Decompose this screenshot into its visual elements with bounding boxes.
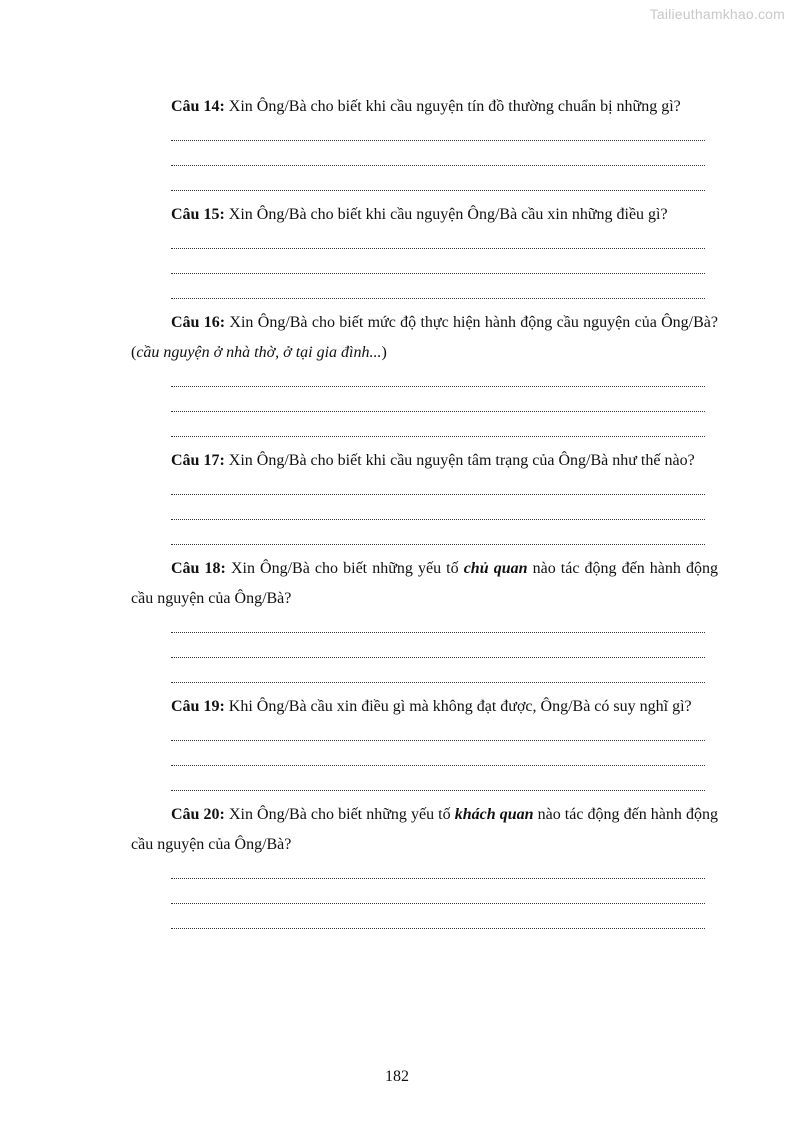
question-text: Xin Ông/Bà cho biết khi cầu nguyện tín đồ thường chuẩn bị những gì? <box>224 98 681 115</box>
questionnaire-content <box>131 92 718 938</box>
question-keyword: chủ quan <box>463 560 528 577</box>
question-17 <box>131 446 718 476</box>
question-20 <box>131 800 718 860</box>
question-hint-close: ) <box>381 344 387 361</box>
question-15-block <box>131 200 718 305</box>
question-text: Xin Ông/Bà cho biết mức độ thực hiện hành động cầu nguyện của Ông/Bà? ( <box>131 314 718 361</box>
question-18 <box>131 554 718 614</box>
answer-line[interactable] <box>171 910 705 935</box>
question-number: Câu 16: <box>171 314 226 331</box>
question-number: Câu 18: <box>171 560 226 577</box>
question-16 <box>131 308 718 368</box>
question-text: Xin Ông/Bà cho biết khi cầu nguyện Ông/Bà cầu xin những điều gì? <box>224 206 668 223</box>
question-text: Xin Ông/Bà cho biết những yếu tố <box>224 806 455 823</box>
question-17-block <box>131 446 718 551</box>
question-18-block <box>131 554 718 689</box>
answer-line[interactable] <box>171 664 705 689</box>
question-text: Khi Ông/Bà cầu xin điều gì mà không đạt được, Ông/Bà có suy nghĩ gì? <box>224 698 692 715</box>
question-hint: cầu nguyện ở nhà thờ, ở tại gia đình... <box>136 344 382 361</box>
answer-line[interactable] <box>171 722 705 747</box>
answer-lines <box>131 476 718 551</box>
answer-line[interactable] <box>171 614 705 639</box>
question-20-block <box>131 800 718 935</box>
question-text-continued: nào tác động đến hành động cầu nguyện của Ông/Bà? <box>131 560 719 607</box>
answer-line[interactable] <box>171 122 705 147</box>
answer-line[interactable] <box>171 280 705 305</box>
answer-lines <box>131 368 718 443</box>
question-number: Câu 19: <box>171 698 225 715</box>
answer-lines <box>131 860 718 935</box>
answer-line[interactable] <box>171 747 705 772</box>
question-14 <box>131 92 718 122</box>
answer-line[interactable] <box>171 501 705 526</box>
answer-lines <box>131 230 718 305</box>
question-keyword: khách quan <box>454 806 534 823</box>
question-14-block <box>131 92 718 197</box>
answer-line[interactable] <box>171 860 705 885</box>
answer-lines <box>131 722 718 797</box>
question-number: Câu 14: <box>171 98 225 115</box>
answer-line[interactable] <box>171 639 705 664</box>
answer-line[interactable] <box>171 885 705 910</box>
answer-line[interactable] <box>171 476 705 501</box>
answer-line[interactable] <box>171 172 705 197</box>
question-16-block <box>131 308 718 443</box>
answer-line[interactable] <box>171 526 705 551</box>
answer-line[interactable] <box>171 772 705 797</box>
question-number: Câu 20: <box>171 806 225 823</box>
answer-line[interactable] <box>171 147 705 172</box>
question-text-continued: nào tác động đến hành động cầu nguyện của Ông/Bà? <box>131 806 719 853</box>
answer-line[interactable] <box>171 418 705 443</box>
question-19-block <box>131 692 718 797</box>
page-number: 182 <box>385 1068 409 1085</box>
question-15 <box>131 200 718 230</box>
answer-lines <box>131 122 718 197</box>
question-19 <box>131 692 718 722</box>
question-text: Xin Ông/Bà cho biết khi cầu nguyện tâm trạng của Ông/Bà như thế nào? <box>224 452 695 469</box>
answer-line[interactable] <box>171 393 705 418</box>
answer-line[interactable] <box>171 255 705 280</box>
answer-lines <box>131 614 718 689</box>
question-number: Câu 17: <box>171 452 225 469</box>
watermark: Tailieuthamkhao.com <box>649 6 785 22</box>
question-text: Xin Ông/Bà cho biết những yếu tố <box>225 560 464 577</box>
question-number: Câu 15: <box>171 206 225 223</box>
answer-line[interactable] <box>171 368 705 393</box>
answer-line[interactable] <box>171 230 705 255</box>
